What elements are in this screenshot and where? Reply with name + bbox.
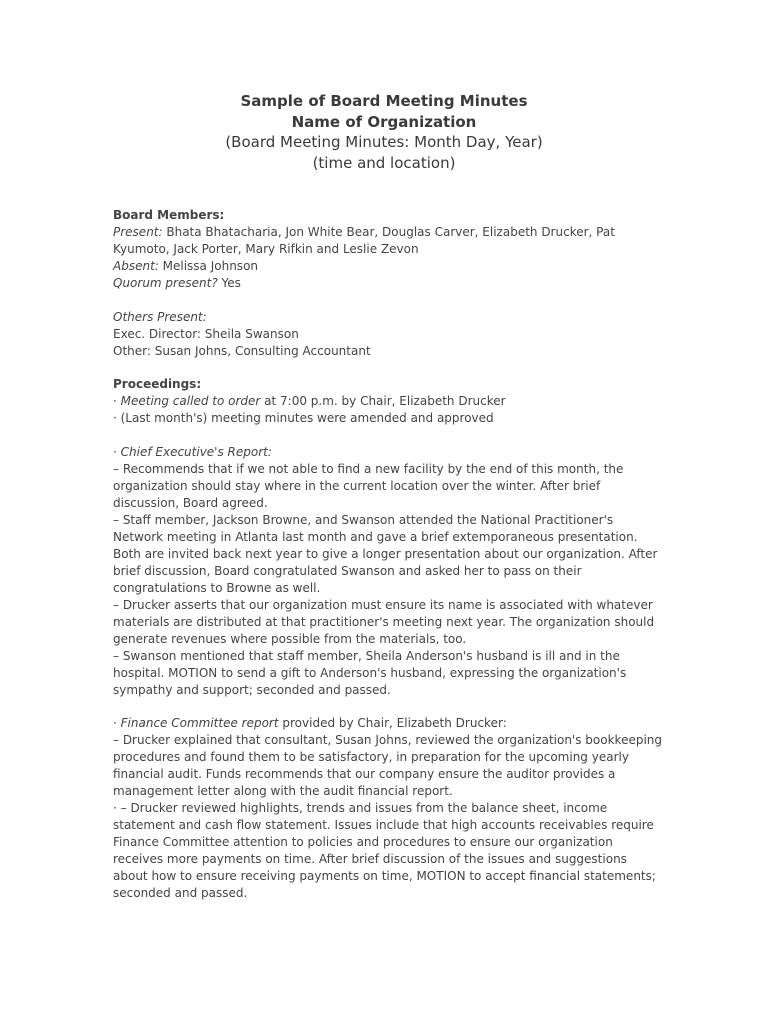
spacer <box>113 360 663 377</box>
meeting-date-line: (Board Meeting Minutes: Month Day, Year) <box>225 133 543 151</box>
called-to-order-text: at 7:00 p.m. by Chair, Elizabeth Drucker <box>260 394 506 408</box>
document-title: Sample of Board Meeting Minutes <box>240 92 528 110</box>
others-present-heading: Others Present: <box>113 309 207 324</box>
finance-report-heading-rest: provided by Chair, Elizabeth Drucker: <box>278 716 507 730</box>
absent-names: Melissa Johnson <box>158 259 259 273</box>
present-label: Present: <box>113 225 163 239</box>
spacer <box>113 427 663 444</box>
bullet: · <box>113 716 121 730</box>
board-members-heading: Board Members: <box>113 208 225 222</box>
finance-report-heading <box>113 715 663 732</box>
called-to-order-label: Meeting called to order <box>120 394 261 408</box>
spacer <box>113 699 663 716</box>
proceedings-heading: Proceedings: <box>113 377 202 391</box>
finance-report-label: Finance Committee report <box>120 716 279 730</box>
quorum-label: Quorum present? <box>113 276 218 290</box>
spacer <box>113 292 663 309</box>
document-header <box>0 91 768 173</box>
time-location-line: (time and location) <box>312 153 456 172</box>
finance-report-item: – Drucker explained that consultant, Susan Johns, reviewed the organization's bookkeeping procedures and found them to be satisfactory, in preparation for the upcoming yearly financial audit. Funds recommends that our company ensure the auditor provides a management letter along with the audit financial report. <box>113 733 663 798</box>
bullet: · <box>113 444 121 459</box>
ceo-report-label: Chief Executive's Report: <box>120 444 272 459</box>
ceo-report-item: – Drucker asserts that our organization must ensure its name is associated with whatever materials are distributed at that practitioner's meeting next year. The organization should generate revenues where possible from the materials, too. <box>113 597 655 646</box>
organization-name: Name of Organization <box>291 112 477 131</box>
document-body <box>113 207 663 902</box>
minutes-approved-line: · (Last month's) meeting minutes were amended and approved <box>113 411 494 425</box>
quorum-value: Yes <box>217 276 241 290</box>
ceo-report-item: – Swanson mentioned that staff member, Sheila Anderson's husband is ill and in the hospital. MOTION to send a gift to Anderson's husband, expressing the organization's sympathy and support; seconded and passed. <box>113 648 627 697</box>
called-to-order-line <box>113 393 663 410</box>
present-line <box>113 224 663 258</box>
bullet: · <box>113 394 121 408</box>
ceo-report-item: – Staff member, Jackson Browne, and Swanson attended the National Practitioner's Network meeting in Atlanta last month and gave a brief extemporaneous presentation. Both are invited back next year to give a longer presentation about our organization. After brief discussion, Board congratulated Swanson and asked her to pass on their congratulations to Browne as well. <box>113 512 658 595</box>
present-names: Bhata Bhatacharia, Jon White Bear, Douglas Carver, Elizabeth Drucker, Pat Kyumoto, Jack Porter, Mary Rifkin and Leslie Zevon <box>113 225 615 256</box>
ceo-report-heading <box>113 444 663 461</box>
absent-line <box>113 258 663 275</box>
finance-report-item: · – Drucker reviewed highlights, trends and issues from the balance sheet, income statement and cash flow statement. Issues include that high accounts receivables require Finance Committee attention to policies and procedures to ensure our organization receives more payments on time. After brief discussion of the issues and suggestions about how to ensure receiving payments on time, MOTION to accept financial statements; seconded and passed. <box>113 801 656 900</box>
other-attendee-line: Other: Susan Johns, Consulting Accountant <box>113 343 371 358</box>
ceo-report-item: – Recommends that if we not able to find a new facility by the end of this month, the organization should stay where in the current location over the winter. After brief discussion, Board agreed. <box>113 461 624 510</box>
absent-label: Absent: <box>113 259 159 273</box>
quorum-line <box>113 275 663 292</box>
exec-director-line: Exec. Director: Sheila Swanson <box>113 326 299 341</box>
